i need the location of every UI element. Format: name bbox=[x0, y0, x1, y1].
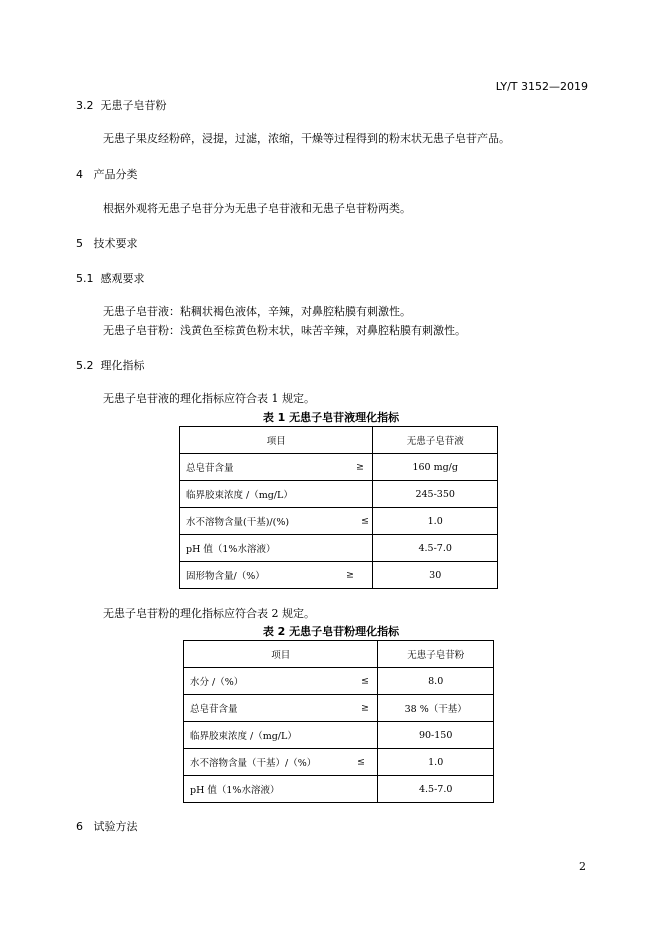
item-cell bbox=[180, 562, 373, 589]
section-title: 感观要求 bbox=[100, 272, 145, 285]
section-5-1-text-liquid: 无患子皂苷液：粘稠状褐色液体，辛辣，对鼻腔粘膜有刺激性。 bbox=[103, 305, 411, 318]
section-title: 理化指标 bbox=[100, 359, 145, 372]
item-cell bbox=[184, 695, 378, 722]
table-row bbox=[180, 535, 498, 562]
table-row bbox=[184, 776, 494, 803]
value-cell: 38 %（干基） bbox=[378, 695, 494, 722]
comparison-symbol: ≥ bbox=[361, 702, 369, 714]
comparison-symbol: ≤ bbox=[357, 756, 365, 768]
comparison-symbol: ≥ bbox=[346, 569, 354, 581]
item-cell bbox=[180, 481, 373, 508]
value-cell: 30 bbox=[373, 562, 498, 589]
table-row bbox=[180, 562, 498, 589]
value-cell: 1.0 bbox=[373, 508, 498, 535]
section-number: 4 bbox=[76, 168, 83, 181]
item-label: 临界胶束浓度 /（mg/L） bbox=[186, 490, 293, 501]
section-number: 5.2 bbox=[76, 359, 94, 372]
table-row bbox=[180, 508, 498, 535]
item-label: 水分 /（%） bbox=[190, 677, 244, 688]
item-label: pH 值（1%水溶液） bbox=[186, 544, 276, 555]
item-cell bbox=[184, 722, 378, 749]
item-label: 水不溶物含量(干基)/(%) bbox=[186, 517, 290, 528]
section-number: 3.2 bbox=[76, 99, 94, 112]
comparison-symbol: ≤ bbox=[361, 515, 369, 527]
table-row bbox=[180, 454, 498, 481]
value-cell: 4.5-7.0 bbox=[373, 535, 498, 562]
column-header-item: 项目 bbox=[184, 641, 378, 668]
table-header-row bbox=[180, 427, 498, 454]
standard-code: LY/T 3152—2019 bbox=[495, 80, 588, 93]
page-number: 2 bbox=[579, 860, 586, 873]
comparison-symbol: ≤ bbox=[361, 675, 369, 687]
section-3-2-heading bbox=[76, 97, 167, 113]
section-number: 5 bbox=[76, 237, 83, 250]
section-5-1-heading bbox=[76, 270, 145, 286]
section-5-heading bbox=[76, 235, 138, 251]
section-5-2-heading bbox=[76, 357, 145, 373]
section-title: 试验方法 bbox=[93, 820, 138, 833]
table1-caption: 表 1 无患子皂苷液理化指标 bbox=[262, 411, 400, 424]
table-row bbox=[184, 722, 494, 749]
item-label: 固形物含量/（%） bbox=[186, 571, 265, 582]
table1 bbox=[179, 426, 498, 589]
table-row bbox=[184, 695, 494, 722]
item-cell bbox=[180, 454, 373, 481]
value-cell: 1.0 bbox=[378, 749, 494, 776]
comparison-symbol: ≥ bbox=[356, 461, 364, 473]
table-header-row bbox=[184, 641, 494, 668]
column-header-item: 项目 bbox=[180, 427, 373, 454]
section-4-text: 根据外观将无患子皂苷分为无患子皂苷液和无患子皂苷粉两类。 bbox=[103, 202, 411, 215]
section-number: 6 bbox=[76, 820, 83, 833]
table2 bbox=[183, 640, 494, 803]
value-cell: 4.5-7.0 bbox=[378, 776, 494, 803]
item-label: 总皂苷含量 bbox=[190, 704, 238, 715]
item-cell bbox=[184, 776, 378, 803]
section-3-2-text: 无患子果皮经粉碎，浸提，过滤，浓缩，干燥等过程得到的粉末状无患子皂苷产品。 bbox=[103, 132, 510, 145]
section-6-heading bbox=[76, 818, 138, 834]
item-cell bbox=[180, 508, 373, 535]
section-5-2-text-table2: 无患子皂苷粉的理化指标应符合表 2 规定。 bbox=[103, 607, 315, 620]
section-title: 产品分类 bbox=[93, 168, 138, 181]
value-cell: 8.0 bbox=[378, 668, 494, 695]
value-cell: 245-350 bbox=[373, 481, 498, 508]
column-header-value: 无患子皂苷液 bbox=[373, 427, 498, 454]
section-5-2-text-table1: 无患子皂苷液的理化指标应符合表 1 规定。 bbox=[103, 392, 315, 405]
item-label: 水不溶物含量（干基）/（%） bbox=[190, 758, 317, 769]
section-title: 无患子皂苷粉 bbox=[100, 99, 167, 112]
table-row bbox=[184, 668, 494, 695]
value-cell: 90-150 bbox=[378, 722, 494, 749]
section-4-heading bbox=[76, 166, 138, 182]
table2-caption: 表 2 无患子皂苷粉理化指标 bbox=[262, 625, 400, 638]
item-label: 临界胶束浓度 /（mg/L） bbox=[190, 731, 297, 742]
item-cell bbox=[184, 668, 378, 695]
item-label: pH 值（1%水溶液） bbox=[190, 785, 280, 796]
item-cell bbox=[184, 749, 378, 776]
section-5-1-text-powder: 无患子皂苷粉：浅黄色至棕黄色粉末状，味苦辛辣，对鼻腔粘膜有刺激性。 bbox=[103, 324, 466, 337]
column-header-value: 无患子皂苷粉 bbox=[378, 641, 494, 668]
section-number: 5.1 bbox=[76, 272, 94, 285]
table-row bbox=[184, 749, 494, 776]
value-cell: 160 mg/g bbox=[373, 454, 498, 481]
section-title: 技术要求 bbox=[93, 237, 138, 250]
item-cell bbox=[180, 535, 373, 562]
table-row bbox=[180, 481, 498, 508]
item-label: 总皂苷含量 bbox=[186, 463, 234, 474]
